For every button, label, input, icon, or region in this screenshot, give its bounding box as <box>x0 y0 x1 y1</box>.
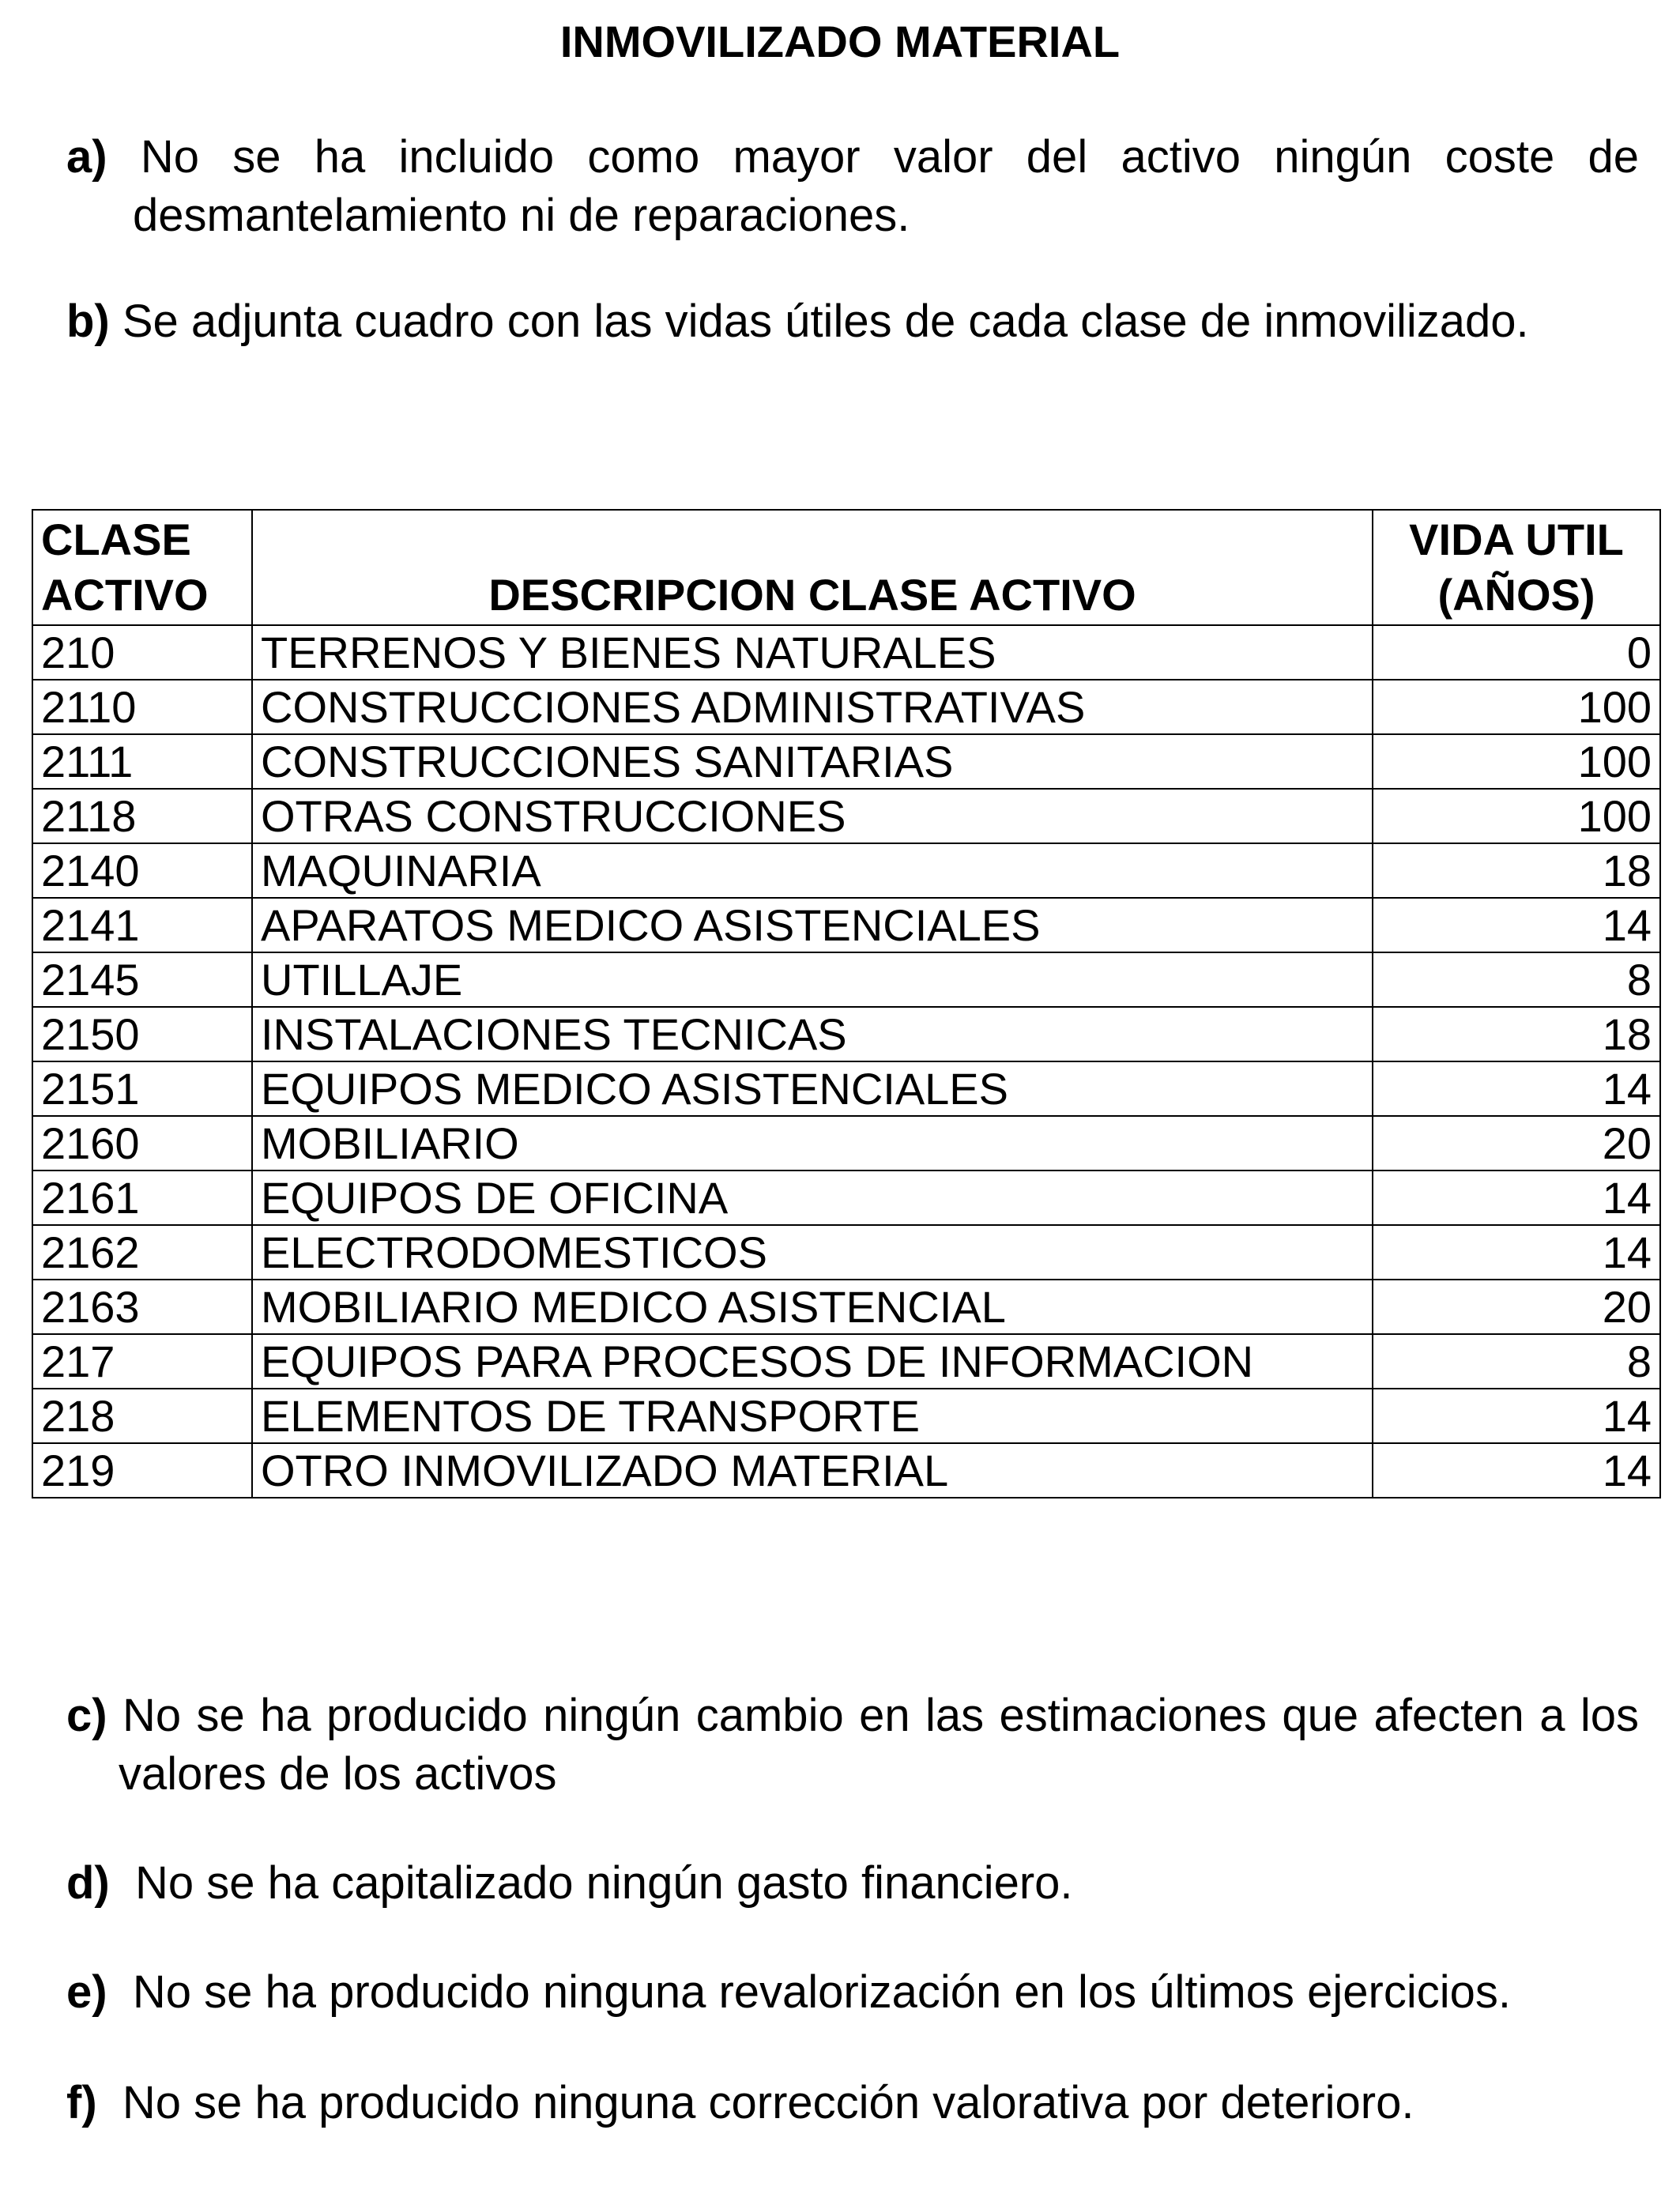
table-row <box>32 734 1660 789</box>
table-row <box>32 1116 1660 1171</box>
header-asset-class <box>32 510 252 625</box>
table-row <box>32 1007 1660 1061</box>
asset-description: INSTALACIONES TECNICAS <box>252 1007 1373 1061</box>
table-row <box>32 680 1660 734</box>
table-row <box>32 1061 1660 1116</box>
header-asset-class-line1: CLASE <box>41 515 191 564</box>
note-a-line2: desmantelamiento ni de reparaciones. <box>133 190 910 241</box>
note-f-label: f) <box>66 2077 97 2128</box>
note-a <box>66 128 1639 245</box>
header-asset-class-line2: ACTIVO <box>41 570 209 620</box>
asset-description: ELEMENTOS DE TRANSPORTE <box>252 1389 1373 1443</box>
table-row <box>32 1334 1660 1389</box>
table-row <box>32 952 1660 1007</box>
asset-code: 210 <box>32 625 252 680</box>
note-a-line1 <box>66 128 1639 187</box>
header-useful-life-line1: VIDA UTIL <box>1409 515 1624 564</box>
note-a-text: No se ha incluido como mayor valor del activo ningún coste de <box>140 131 1639 183</box>
useful-life-years: 100 <box>1373 680 1660 734</box>
note-a-label: a) <box>66 131 107 183</box>
useful-life-years: 14 <box>1373 1225 1660 1280</box>
useful-life-years: 100 <box>1373 789 1660 843</box>
useful-life-years: 18 <box>1373 1007 1660 1061</box>
note-b-text: Se adjunta cuadro con las vidas útiles de cada clase de inmovilizado. <box>122 296 1529 347</box>
asset-description: TERRENOS Y BIENES NATURALES <box>252 625 1373 680</box>
note-c-line1 <box>66 1687 1639 1745</box>
asset-description: APARATOS MEDICO ASISTENCIALES <box>252 898 1373 952</box>
note-d <box>66 1854 1639 1913</box>
note-d-text: No se ha capitalizado ningún gasto financiero. <box>134 1857 1073 1909</box>
note-e-label: e) <box>66 1966 107 2018</box>
asset-code: 2151 <box>32 1061 252 1116</box>
useful-life-table <box>32 509 1661 1498</box>
asset-code: 218 <box>32 1389 252 1443</box>
asset-description: MOBILIARIO <box>252 1116 1373 1171</box>
table-row <box>32 1443 1660 1498</box>
useful-life-years: 18 <box>1373 843 1660 898</box>
asset-code: 2160 <box>32 1116 252 1171</box>
table-row <box>32 625 1660 680</box>
note-c-text: No se ha producido ningún cambio en las estimaciones que afecten a los <box>122 1690 1639 1741</box>
asset-code: 217 <box>32 1334 252 1389</box>
header-useful-life-line2: (AÑOS) <box>1437 570 1595 620</box>
asset-description: UTILLAJE <box>252 952 1373 1007</box>
table-row <box>32 898 1660 952</box>
asset-code: 2110 <box>32 680 252 734</box>
useful-life-years: 20 <box>1373 1280 1660 1334</box>
table-row <box>32 789 1660 843</box>
asset-code: 2145 <box>32 952 252 1007</box>
note-c-line2: valores de los activos <box>119 1748 557 1800</box>
table-header-row <box>32 510 1660 625</box>
asset-code: 2141 <box>32 898 252 952</box>
asset-code: 219 <box>32 1443 252 1498</box>
note-c <box>66 1687 1639 1804</box>
useful-life-years: 14 <box>1373 1061 1660 1116</box>
asset-description: EQUIPOS DE OFICINA <box>252 1171 1373 1225</box>
table-row <box>32 1389 1660 1443</box>
note-f-text: No se ha producido ninguna corrección valorativa por deterioro. <box>122 2077 1414 2128</box>
asset-description: CONSTRUCCIONES SANITARIAS <box>252 734 1373 789</box>
note-e <box>66 1963 1639 2022</box>
useful-life-years: 8 <box>1373 1334 1660 1389</box>
note-e-text: No se ha producido ninguna revalorización en los últimos ejercicios. <box>132 1966 1511 2018</box>
useful-life-years: 0 <box>1373 625 1660 680</box>
asset-description: MAQUINARIA <box>252 843 1373 898</box>
note-c-label: c) <box>66 1690 107 1741</box>
useful-life-years: 14 <box>1373 1171 1660 1225</box>
useful-life-years: 8 <box>1373 952 1660 1007</box>
header-description <box>252 510 1373 625</box>
useful-life-years: 100 <box>1373 734 1660 789</box>
asset-code: 2150 <box>32 1007 252 1061</box>
asset-description: OTRAS CONSTRUCCIONES <box>252 789 1373 843</box>
useful-life-years: 14 <box>1373 1389 1660 1443</box>
asset-code: 2140 <box>32 843 252 898</box>
useful-life-years: 14 <box>1373 1443 1660 1498</box>
asset-code: 2111 <box>32 734 252 789</box>
note-b-label: b) <box>66 296 110 347</box>
note-d-label: d) <box>66 1857 110 1909</box>
asset-code: 2162 <box>32 1225 252 1280</box>
asset-code: 2163 <box>32 1280 252 1334</box>
header-useful-life <box>1373 510 1660 625</box>
asset-description: EQUIPOS PARA PROCESOS DE INFORMACION <box>252 1334 1373 1389</box>
asset-description: CONSTRUCCIONES ADMINISTRATIVAS <box>252 680 1373 734</box>
asset-description: EQUIPOS MEDICO ASISTENCIALES <box>252 1061 1373 1116</box>
asset-code: 2161 <box>32 1171 252 1225</box>
useful-life-years: 20 <box>1373 1116 1660 1171</box>
note-b <box>66 292 1639 351</box>
table-row <box>32 1171 1660 1225</box>
asset-description: MOBILIARIO MEDICO ASISTENCIAL <box>252 1280 1373 1334</box>
asset-code: 2118 <box>32 789 252 843</box>
note-f <box>66 2074 1639 2132</box>
useful-life-years: 14 <box>1373 898 1660 952</box>
header-description-text: DESCRIPCION CLASE ACTIVO <box>488 570 1136 620</box>
page-title: INMOVILIZADO MATERIAL <box>559 17 1121 66</box>
asset-description: OTRO INMOVILIZADO MATERIAL <box>252 1443 1373 1498</box>
table-row <box>32 843 1660 898</box>
table-row <box>32 1225 1660 1280</box>
asset-description: ELECTRODOMESTICOS <box>252 1225 1373 1280</box>
table-row <box>32 1280 1660 1334</box>
